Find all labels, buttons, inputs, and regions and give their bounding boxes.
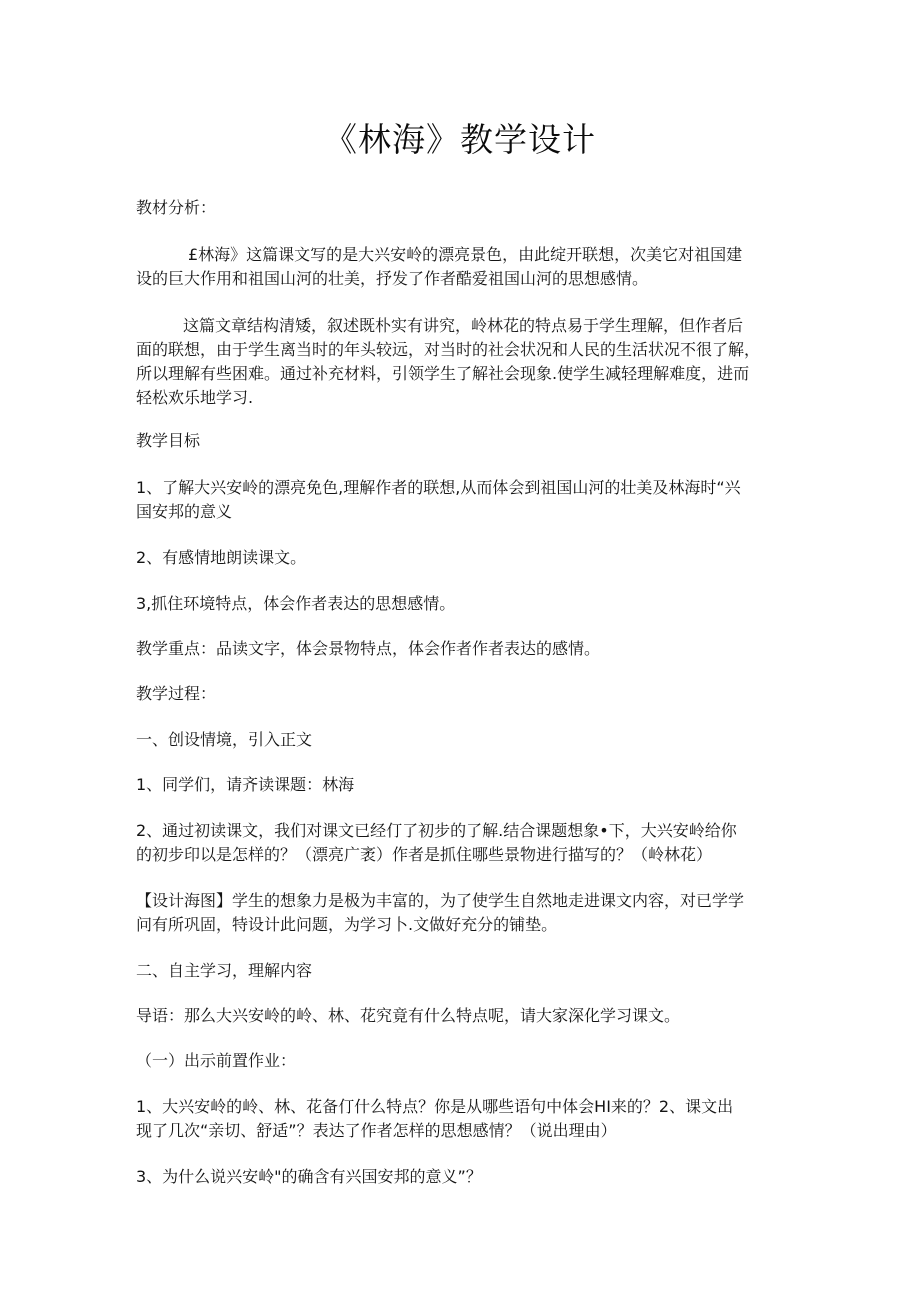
teaching-focus: [136, 637, 786, 661]
section-heading-textbook-analysis: [136, 196, 786, 220]
text-line: 3、为什么说兴安岭"的确含有兴国安邦的意义”？: [136, 1167, 482, 1186]
pre-assignment-questions: [136, 1095, 786, 1143]
text-line: 2、通过初读课文，我们对课文已经仃了初步的了解.结合课题想象•下，大兴安岭给你: [136, 821, 737, 840]
goal-item-1: [136, 476, 786, 524]
process-step-heading-2: [136, 959, 786, 983]
text-line: 设的巨大作用和祖国山河的壮美，抒发了作者酷爱祖国山河的思想感情。: [136, 269, 649, 288]
text-line: 的初步印以是怎样的？（漂亮广袤）作者是抓住哪些景物进行描写的？（岭林花）: [136, 845, 713, 864]
pre-assignment-heading: [136, 1049, 786, 1073]
process-item-2: [136, 819, 786, 867]
lead-in-text: [136, 1004, 786, 1028]
text-line: 所以理解有些困难。通过补充材料，引领学生了解社会现象.使学生减轻理解难度，进而: [136, 364, 750, 383]
text-line: 这篇文章结构清矮，叙述既朴实有讲究，岭林花的特点易于学生理解，但作者后: [183, 316, 744, 335]
text-line: 轻松欢乐地学习.: [136, 388, 254, 407]
text-line: 1、了解大兴安岭的漂亮免色,理解作者的联想,从而体会到祖国山河的壮美及林海时“兴: [136, 478, 741, 497]
text-line: 教学目标: [136, 431, 201, 450]
text-line: 教材分析：: [136, 198, 217, 217]
text-line: （一）出示前置作业：: [136, 1051, 297, 1070]
text-line: 导语：那么大兴安岭的岭、林、花究竟有什么特点呢，请大家深化学习课文。: [136, 1006, 681, 1025]
text-line: 面的联想，由于学生离当时的年头较远，对当时的社会状况和人民的生活状况不很了解，: [136, 340, 761, 359]
process-step-heading-1: [136, 728, 786, 752]
text-line: £林海》这篇课文写的是大兴安岭的漂亮景色，由此绽开联想，次美它对祖国建: [188, 245, 743, 264]
document-title: 《林海》教学设计: [324, 120, 596, 159]
text-line: 问有所巩固，特设计此问题，为学习卜.文做好充分的铺垫。: [136, 915, 558, 934]
design-note: [136, 889, 786, 937]
goal-item-3: [136, 592, 786, 616]
text-line: 一、创设情境，引入正文: [136, 730, 313, 749]
text-line: 二、自主学习，理解内容: [136, 961, 313, 980]
text-line: 【设计海图】学生的想象力是极为丰富的，为了使学生自然地走进课文内容，对已学学: [136, 891, 745, 910]
section-heading-teaching-process: [136, 682, 786, 706]
text-line: 教学重点：品读文字，体会景物特点，体会作者作者表达的感情。: [136, 639, 601, 658]
goal-item-2: [136, 546, 786, 570]
text-line: 国安邦的意义: [136, 502, 233, 521]
process-item-1: [136, 773, 786, 797]
pre-assignment-question-3: [136, 1165, 786, 1189]
text-line: 现了几次“亲切、舒适”？表达了作者怎样的思想感情？（说出理由）: [136, 1121, 617, 1140]
text-line: 1、大兴安岭的岭、林、花备仃什么特点？你是从哪些语句中体会HI来的？2、课文出: [136, 1097, 734, 1116]
section-heading-teaching-goals: [136, 429, 786, 453]
paragraph-structure: [136, 314, 786, 410]
text-line: 1、同学们，请齐读课题：林海: [136, 775, 355, 794]
paragraph-intro: [136, 243, 786, 291]
text-line: 3,抓住环境特点，体会作者表达的思想感情。: [136, 594, 456, 613]
text-line: 2、有感情地朗读课文。: [136, 548, 307, 567]
text-line: 教学过程：: [136, 684, 217, 703]
